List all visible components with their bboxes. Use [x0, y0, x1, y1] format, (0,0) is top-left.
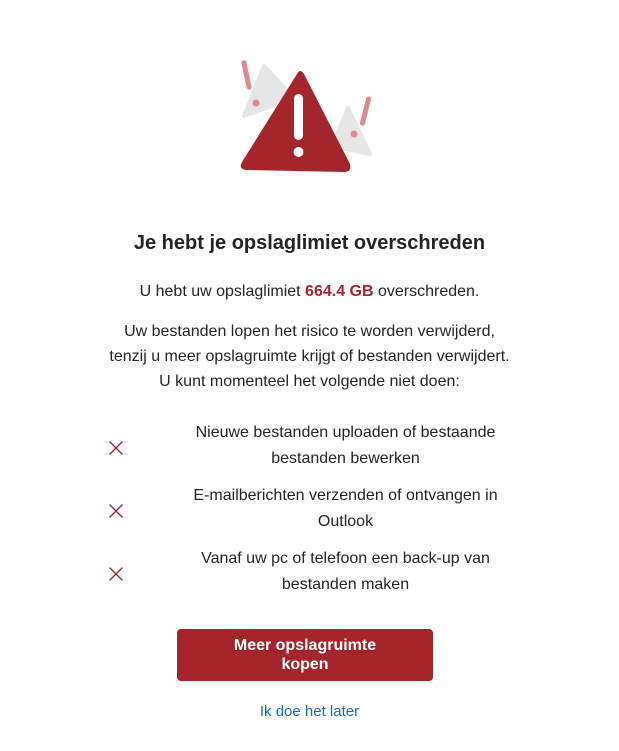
button-label-line: kopen — [281, 656, 329, 673]
limit-message — [0, 280, 619, 304]
buy-more-storage-button[interactable] — [177, 629, 433, 681]
limitation-line: Nieuwe bestanden uploaden of bestaande — [195, 424, 496, 441]
warning-triangle-icon — [228, 56, 378, 180]
risk-line: Uw bestanden lopen het risico te worden verwijderd, — [124, 323, 495, 340]
storage-amount: 664.4 GB — [305, 283, 374, 300]
limitations-list — [0, 420, 619, 609]
do-it-later-link[interactable]: Ik doe het later — [259, 703, 360, 720]
button-label-line: Meer opslagruimte — [233, 637, 377, 654]
limitation-text — [148, 483, 543, 535]
dialog-title: Je hebt je opslaglimiet overschreden — [133, 232, 486, 254]
risk-line: tenzij u meer opslagruimte krijgt of bestanden verwijdert. — [109, 348, 510, 365]
limitation-line: Vanaf uw pc of telefoon een back-up van — [201, 550, 490, 567]
limitation-line: Outlook — [317, 513, 374, 530]
list-item — [0, 546, 619, 609]
close-icon — [108, 503, 124, 519]
limit-text-before: U hebt uw opslaglimiet — [139, 283, 306, 300]
limitation-line: bestanden bewerken — [271, 450, 420, 467]
close-icon — [108, 440, 124, 456]
list-item — [0, 483, 619, 546]
risk-message — [40, 319, 579, 394]
list-item — [0, 420, 619, 483]
limitation-line: E-mailberichten verzenden of ontvangen in — [193, 487, 498, 504]
limitation-text — [148, 546, 543, 598]
limitation-line: bestanden maken — [281, 576, 410, 593]
limit-text-after: overschreden. — [373, 283, 480, 300]
close-icon — [108, 566, 124, 582]
risk-line: U kunt momenteel het volgende niet doen: — [159, 373, 460, 390]
limitation-text — [148, 420, 543, 472]
